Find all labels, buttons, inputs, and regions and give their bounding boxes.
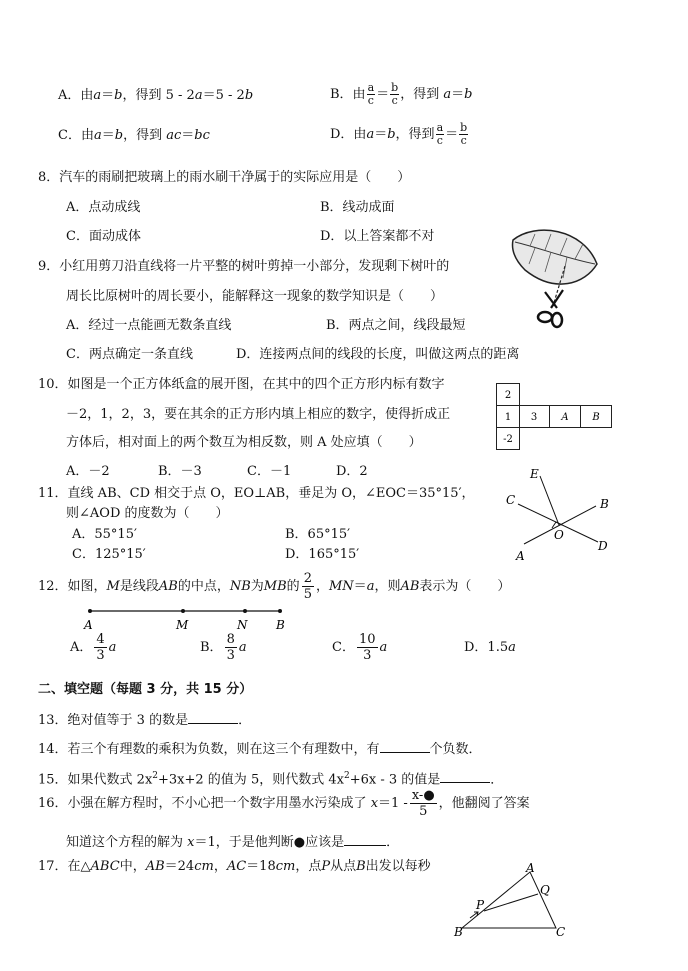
q11-option-a: A．55°15′ [72, 527, 137, 542]
net-cell-1: 1 [504, 412, 512, 423]
q12-option-b: B． $\frac{8}{3}$ a [200, 632, 247, 663]
q16-line2: 知道这个方程的解为 x＝1，于是他判断●应该是 ． [66, 832, 399, 851]
q16-line1: 16．小强在解方程时，不小心把一个数字用墨水污染成了 x＝1 - $\frac{x-●}{5}$ ，他翻阅了答案 [38, 788, 530, 819]
intersecting-lines-figure [500, 462, 620, 562]
q12-option-d: D．1.5a [464, 640, 516, 655]
q12-stem: 12．如图，M是线段AB的中点，NB为MB的 $\frac{2}{5}$ ，MN＝a，则AB表示为（ ） [38, 571, 511, 602]
q13: 13．绝对值等于 3 的数是 ． [38, 710, 251, 729]
q10-option-b: B．－3 [158, 464, 202, 479]
q8-option-d: D．以上答案都不对 [320, 229, 435, 244]
q7-option-a: A．由a＝b，得到 5 - 2a＝5 - 2b [58, 88, 254, 103]
q8-option-a: A．点动成线 [66, 200, 141, 215]
q8-option-b: B．线动成面 [320, 200, 395, 215]
q10-stem-line3: 方体后，相对面上的两个数互为相反数，则 A 处应填（ ） [66, 435, 422, 450]
q16-answer-blank[interactable] [344, 832, 386, 846]
q14-answer-blank[interactable] [380, 739, 430, 753]
label-a: A [516, 549, 525, 562]
leaf-scissors-illustration [505, 222, 605, 332]
q17-stem: 17．在△ABC中，AB＝24cm，AC＝18cm，点P从点B出发以每秒 [38, 859, 431, 874]
q10-option-a: A．－2 [66, 464, 110, 479]
point-a: A [84, 618, 93, 632]
q9-option-c: C．两点确定一条直线 [66, 347, 193, 362]
net-cell-2: 3 [530, 412, 538, 423]
net-cell-bottom: -2 [503, 434, 513, 445]
q8-option-c: C．面动成体 [66, 229, 141, 244]
q10-stem-line1: 10．如图是一个正方体纸盒的展开图，在其中的四个正方形内标有数字 [38, 377, 445, 392]
tri-label-a: A [526, 862, 535, 875]
q13-answer-blank[interactable] [188, 710, 238, 724]
segment-ab-figure [80, 603, 290, 633]
net-cell-top: 2 [504, 390, 512, 401]
q11-option-b: B．65°15′ [285, 527, 351, 542]
label-e: E [530, 467, 539, 481]
q15-answer-blank[interactable] [440, 769, 490, 783]
q8-stem: 8．汽车的雨刷把玻璃上的雨水刷干净属于的实际应用是（ ） [38, 170, 411, 185]
label-d: D [598, 539, 608, 553]
label-o: O [554, 528, 564, 542]
q14: 14．若三个有理数的乘积为负数，则在这三个有理数中，有 个负数． [38, 739, 482, 758]
q11-option-c: C．125°15′ [72, 547, 146, 562]
q7-option-d: D．由a＝b，得到 $\frac{a}{c}$ ＝ $\frac{b}{c}$ [330, 121, 468, 147]
point-m: M [176, 618, 189, 632]
q11-option-d: D．165°15′ [285, 547, 360, 562]
q12-option-a: A． $\frac{4}{3}$ a [70, 632, 117, 663]
cube-net-figure [496, 383, 616, 453]
q7-option-b: B．由 $\frac{a}{c}$ ＝ $\frac{b}{c}$ ，得到 a＝b [330, 81, 473, 107]
point-n: N [237, 618, 248, 632]
tri-label-p: P [476, 898, 485, 912]
q12-option-c: C． $\frac{10}{3}$ a [332, 632, 388, 663]
tri-label-q: Q [540, 883, 550, 897]
net-cell-4: B [592, 412, 600, 423]
q9-option-a: A．经过一点能画无数条直线 [66, 318, 232, 333]
q11-stem-line1: 11．直线 AB、CD 相交于点 O，EO⊥AB，垂足为 O，∠EOC＝35°15′， [38, 486, 475, 501]
triangle-abc-figure [452, 862, 568, 938]
net-cell-3: A [561, 412, 569, 423]
q10-stem-line2: －2，1，2，3，要在其余的正方形内填上相应的数字，使得折成正 [66, 407, 451, 422]
tri-label-b: B [454, 925, 463, 938]
q10-option-d: D．2 [336, 464, 368, 479]
q9-stem-line1: 9．小红用剪刀沿直线将一片平整的树叶剪掉一小部分，发现剩下树叶的 [38, 259, 450, 274]
q9-option-d: D．连接两点间的线段的长度，叫做这两点的距离 [236, 347, 520, 362]
q9-option-b: B．两点之间，线段最短 [326, 318, 466, 333]
section-2-heading: 二、填空题（每题 3 分，共 15 分） [38, 682, 253, 697]
tri-label-c: C [556, 925, 566, 938]
label-c: C [506, 493, 516, 507]
q9-stem-line2: 周长比原树叶的周长要小，能解释这一现象的数学知识是（ ） [66, 289, 444, 304]
q7-option-c: C．由a＝b，得到 ac＝bc [58, 128, 210, 143]
point-b: B [276, 618, 285, 632]
label-b: B [600, 497, 609, 511]
q10-option-c: C．－1 [247, 464, 292, 479]
q15: 15．如果代数式 $2x^2+3x+2$ 的值为 5，则代数式 $4x^2+6x - 3$ 的值是 ． [38, 771, 504, 788]
q11-stem-line2: 则∠AOD 的度数为（ ） [66, 506, 229, 521]
